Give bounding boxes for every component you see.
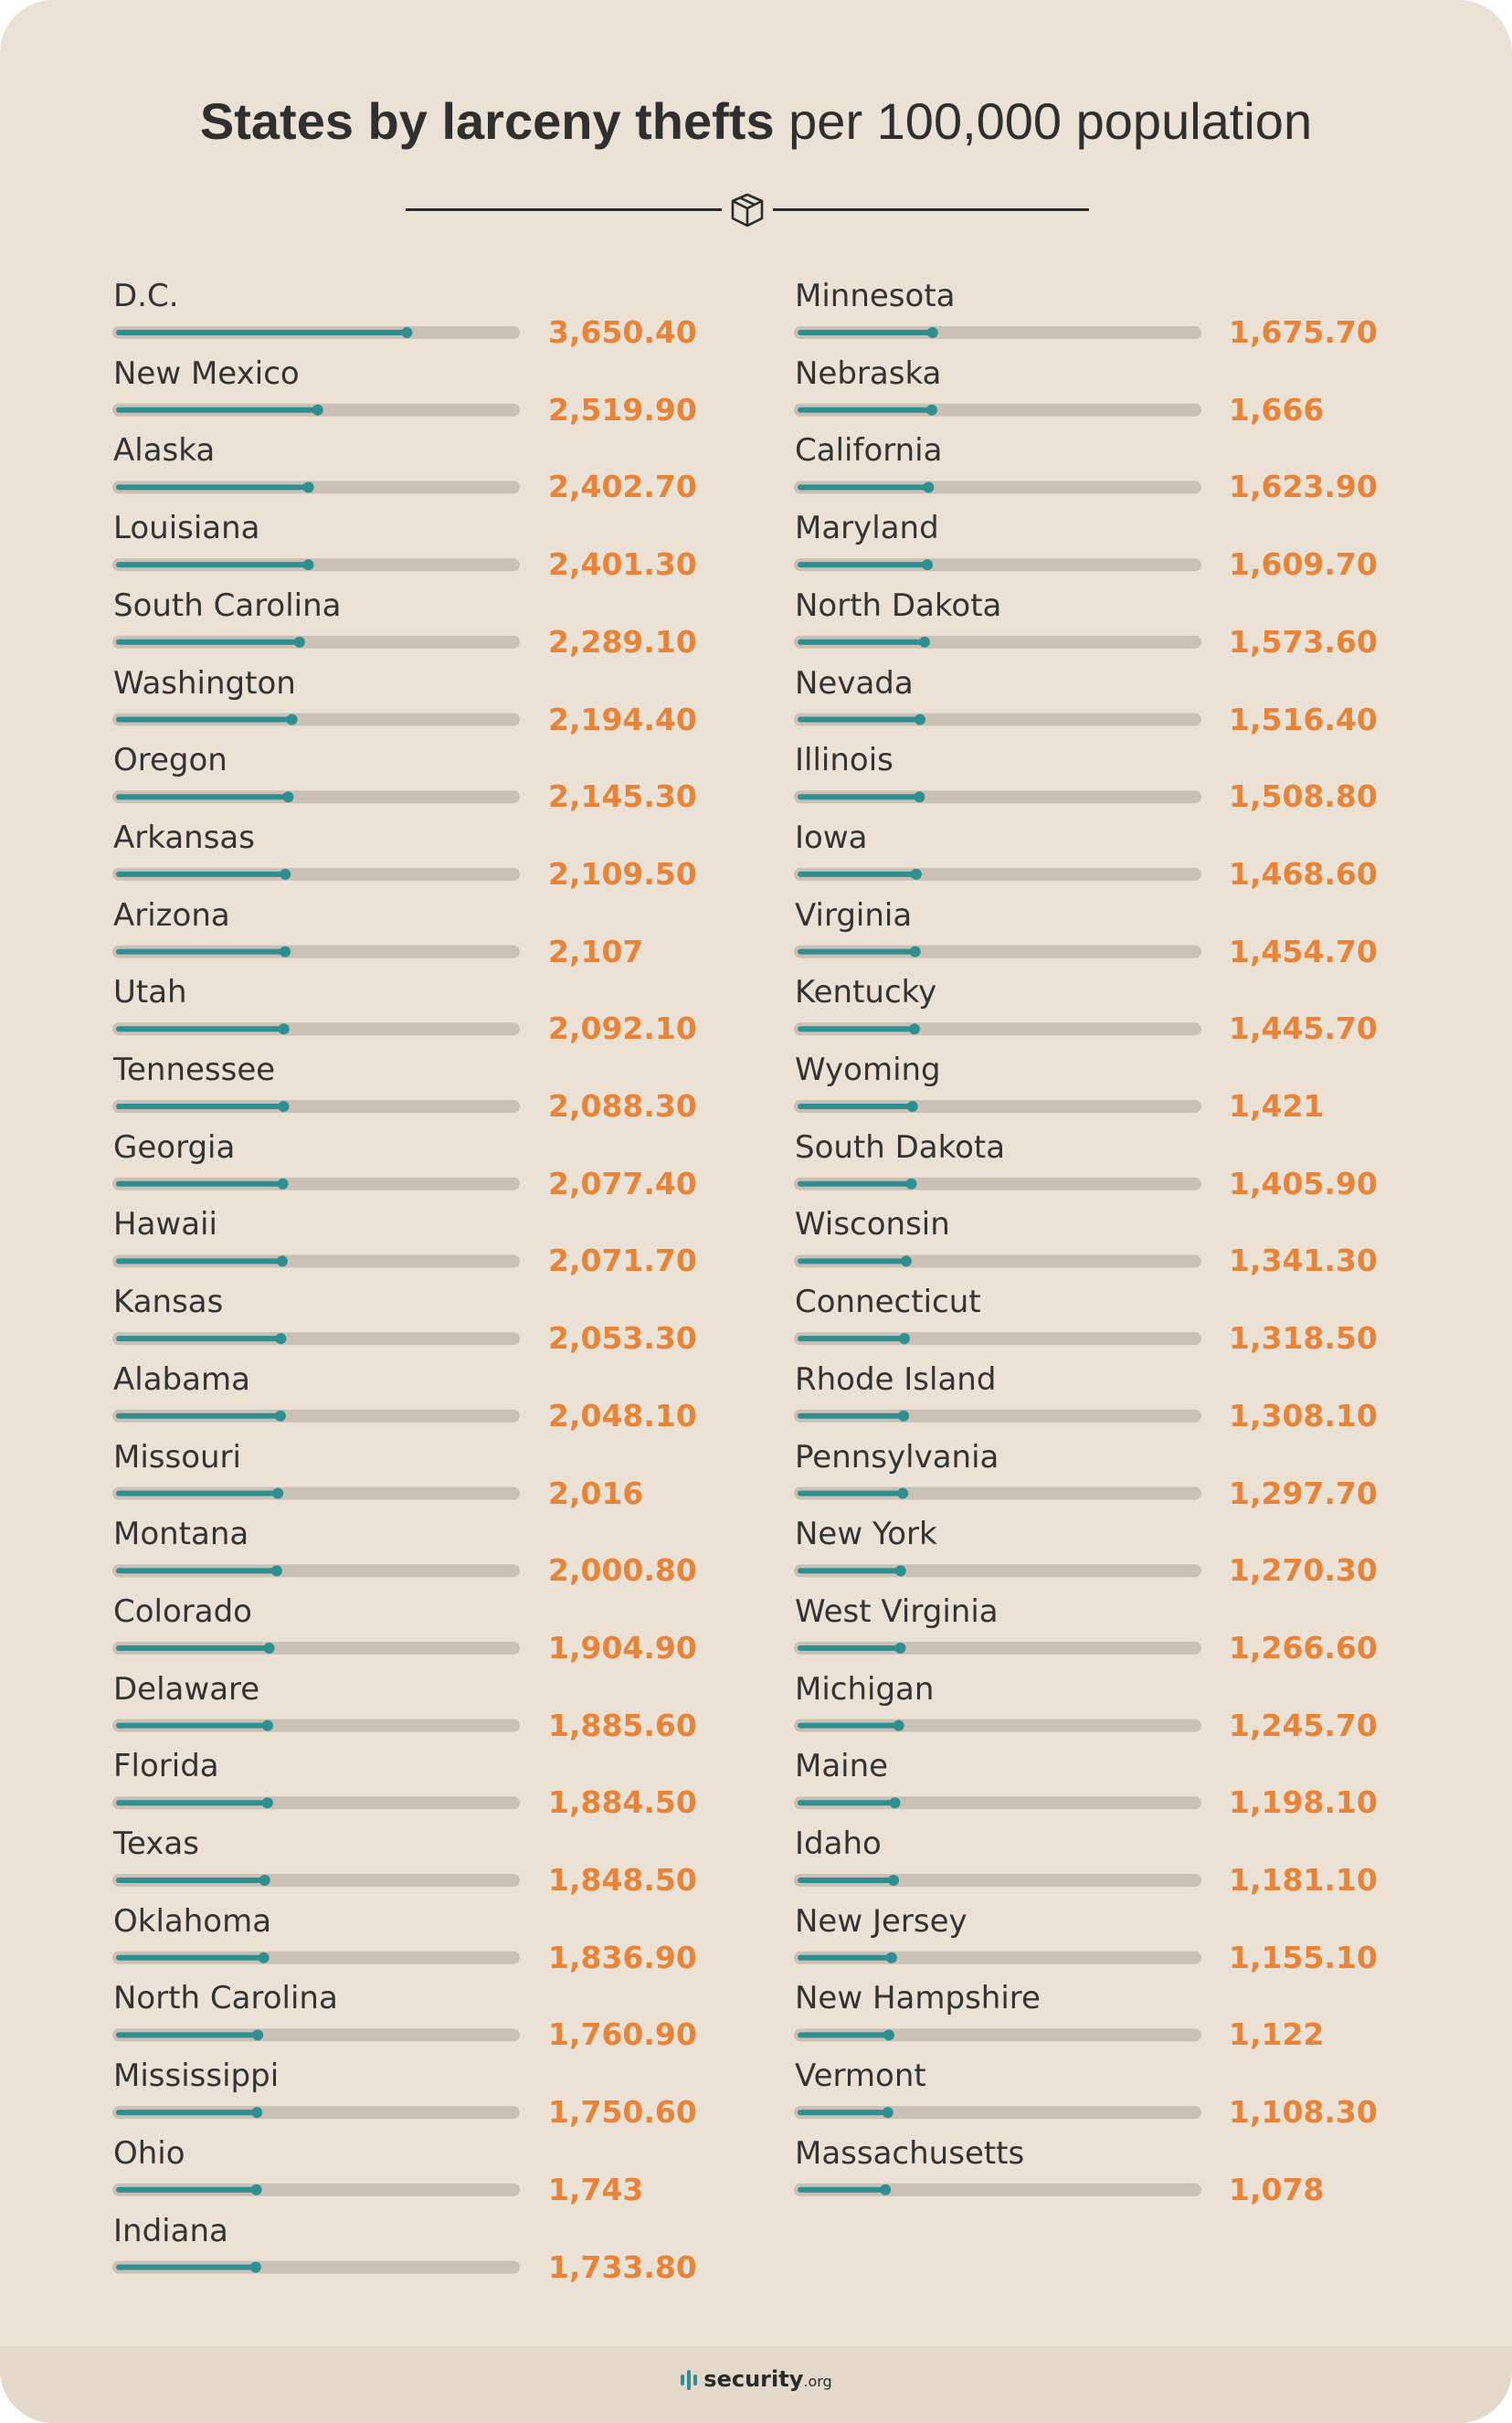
bar-end-dot <box>262 1797 273 1808</box>
value-label: 2,194.40 <box>548 701 697 737</box>
value-label: 1,445.70 <box>1229 1010 1378 1047</box>
bar-end-dot <box>264 1643 275 1654</box>
value-label: 1,904.90 <box>548 1629 697 1666</box>
bar-end-dot <box>922 559 933 570</box>
bar-end-dot <box>271 1565 282 1576</box>
value-label: 1,341.30 <box>1229 1243 1378 1279</box>
bar-end-dot <box>914 791 925 802</box>
bar-end-dot <box>915 714 925 725</box>
value-label: 2,048.10 <box>548 1397 697 1434</box>
state-label: Pennsylvania <box>795 1438 999 1476</box>
state-label: West Virginia <box>795 1592 999 1630</box>
value-label: 1,885.60 <box>548 1707 697 1743</box>
value-label: 2,053.30 <box>548 1320 697 1357</box>
value-label: 1,750.60 <box>548 2094 697 2131</box>
state-label: North Dakota <box>795 587 1002 624</box>
bar-end-dot <box>252 2029 263 2040</box>
state-label: Mississippi <box>113 2058 280 2095</box>
value-label: 1,573.60 <box>1229 623 1378 660</box>
bar-end-dot <box>927 327 938 338</box>
value-label: 1,760.90 <box>548 2016 697 2053</box>
state-label: Utah <box>113 974 187 1011</box>
bar-end-dot <box>911 869 922 880</box>
bar-end-dot <box>272 1488 283 1499</box>
bar-end-dot <box>282 791 293 802</box>
value-label: 2,109.50 <box>548 855 697 892</box>
value-label: 1,181.10 <box>1229 1862 1378 1898</box>
state-label: Oregon <box>113 742 227 779</box>
bar-end-dot <box>886 1952 897 1963</box>
value-label: 2,092.10 <box>548 1010 697 1047</box>
value-label: 1,836.90 <box>548 1939 697 1975</box>
state-label: Indiana <box>113 2212 228 2249</box>
bar-end-dot <box>894 1643 905 1654</box>
bar-end-dot <box>262 1720 273 1731</box>
security-logo-icon <box>680 2369 700 2391</box>
value-label: 1,266.60 <box>1229 1629 1378 1666</box>
bar-end-dot <box>901 1255 912 1266</box>
value-label: 2,145.30 <box>548 778 697 815</box>
state-label: Kansas <box>113 1284 224 1321</box>
bar-end-dot <box>895 1565 906 1576</box>
bar-end-dot <box>294 637 305 648</box>
state-label: Nevada <box>795 664 914 702</box>
value-label: 1,198.10 <box>1229 1784 1378 1821</box>
state-label: Nebraska <box>795 354 942 392</box>
value-label: 2,000.80 <box>548 1552 697 1589</box>
footer-tld: .org <box>803 2373 832 2390</box>
state-label: New Mexico <box>113 354 300 392</box>
state-label: Arkansas <box>113 819 255 856</box>
bar-end-dot <box>907 1101 918 1112</box>
value-label: 1,078 <box>1229 2171 1325 2207</box>
value-label: 1,122 <box>1229 2016 1325 2053</box>
bar-end-dot <box>926 405 937 416</box>
state-label: Alaska <box>113 432 216 470</box>
value-label: 1,297.70 <box>1229 1475 1378 1511</box>
value-label: 1,155.10 <box>1229 1939 1378 1975</box>
value-label: 2,401.30 <box>548 546 697 583</box>
value-label: 1,743 <box>548 2171 644 2207</box>
bar-end-dot <box>302 559 313 570</box>
bar-end-dot <box>280 869 291 880</box>
bar-end-dot <box>898 1411 909 1422</box>
bar-end-dot <box>279 1023 290 1034</box>
bar-end-dot <box>897 1488 908 1499</box>
state-label: Illinois <box>795 742 893 779</box>
bar-end-dot <box>259 1875 270 1886</box>
value-label: 2,077.40 <box>548 1165 697 1201</box>
bar-end-dot <box>287 714 298 725</box>
state-label: Rhode Island <box>795 1360 997 1398</box>
bar-end-dot <box>259 1952 270 1963</box>
value-label: 1,421 <box>1229 1088 1325 1124</box>
value-label: 2,402.70 <box>548 469 697 505</box>
bar-end-dot <box>909 1023 920 1034</box>
state-label: New York <box>795 1516 937 1553</box>
state-label: New Hampshire <box>795 1980 1041 2017</box>
state-label: Washington <box>113 664 296 702</box>
state-label: Kentucky <box>795 974 937 1011</box>
value-label: 1,516.40 <box>1229 701 1378 737</box>
value-label: 2,071.70 <box>548 1243 697 1279</box>
value-label: 1,609.70 <box>1229 546 1378 583</box>
bar-end-dot <box>890 1797 901 1808</box>
state-label: Iowa <box>795 819 868 856</box>
value-label: 1,623.90 <box>1229 469 1378 505</box>
state-label: Minnesota <box>795 278 956 314</box>
state-label: Florida <box>113 1748 219 1785</box>
bar-end-dot <box>919 637 930 648</box>
bar-end-dot <box>899 1333 910 1344</box>
state-label: Virginia <box>795 896 913 934</box>
state-label: Georgia <box>113 1128 236 1166</box>
bar-end-dot <box>277 1255 288 1266</box>
state-label: D.C. <box>113 278 179 314</box>
bar-end-dot <box>880 2185 891 2196</box>
state-label: Oklahoma <box>113 1902 272 1940</box>
value-label: 2,289.10 <box>548 623 697 660</box>
bar-end-dot <box>883 2029 894 2040</box>
bar-end-dot <box>278 1101 289 1112</box>
state-label: Maine <box>795 1748 889 1785</box>
state-label: Alabama <box>113 1360 250 1398</box>
value-label: 1,884.50 <box>548 1784 697 1821</box>
value-label: 2,016 <box>548 1475 644 1511</box>
state-label: Wisconsin <box>795 1206 950 1243</box>
state-label: Wyoming <box>795 1052 941 1088</box>
value-label: 2,107 <box>548 933 644 969</box>
state-label: California <box>795 432 943 470</box>
bar-end-dot <box>883 2107 893 2118</box>
chart-title-bold: States by larceny thefts <box>199 92 775 150</box>
state-label: Maryland <box>795 510 939 547</box>
state-label: South Carolina <box>113 587 342 624</box>
state-label: Arizona <box>113 896 230 934</box>
state-label: Colorado <box>113 1592 252 1630</box>
state-label: Massachusetts <box>795 2134 1025 2172</box>
value-label: 1,308.10 <box>1229 1397 1378 1434</box>
state-label: Tennessee <box>113 1052 276 1088</box>
value-label: 2,519.90 <box>548 391 697 428</box>
security-org-logo <box>0 2366 1512 2392</box>
bar-end-dot <box>275 1333 286 1344</box>
bar-end-dot <box>280 947 291 958</box>
state-label: North Carolina <box>113 1980 338 2017</box>
state-label: Vermont <box>795 2058 926 2095</box>
state-label: Montana <box>113 1516 249 1553</box>
state-label: Texas <box>113 1825 199 1862</box>
state-label: New Jersey <box>795 1902 967 1940</box>
state-label: South Dakota <box>795 1128 1006 1166</box>
value-label: 1,405.90 <box>1229 1165 1378 1201</box>
value-label: 1,508.80 <box>1229 778 1378 815</box>
value-label: 1,318.50 <box>1229 1320 1378 1357</box>
state-label: Delaware <box>113 1670 260 1708</box>
bar-end-dot <box>277 1179 288 1190</box>
footer-brand: security <box>703 2366 804 2392</box>
value-label: 1,733.80 <box>548 2248 697 2285</box>
value-label: 1,245.70 <box>1229 1707 1378 1743</box>
state-label: Hawaii <box>113 1206 217 1243</box>
bar-end-dot <box>251 2107 262 2118</box>
bar-end-dot <box>910 947 921 958</box>
bar-end-dot <box>303 481 314 492</box>
bar-end-dot <box>251 2185 262 2196</box>
footer <box>0 2346 1512 2423</box>
state-label: Louisiana <box>113 510 260 547</box>
state-label: Missouri <box>113 1438 241 1476</box>
value-label: 3,650.40 <box>548 314 697 350</box>
state-label: Idaho <box>795 1825 882 1862</box>
value-label: 1,454.70 <box>1229 933 1378 969</box>
value-label: 1,468.60 <box>1229 855 1378 892</box>
bar-end-dot <box>312 405 323 416</box>
bar-end-dot <box>888 1875 899 1886</box>
state-label: Connecticut <box>795 1284 981 1321</box>
value-label: 1,108.30 <box>1229 2094 1378 2131</box>
bar-end-dot <box>905 1179 916 1190</box>
bar-end-dot <box>893 1720 904 1731</box>
state-label: Michigan <box>795 1670 935 1708</box>
value-label: 1,270.30 <box>1229 1552 1378 1589</box>
value-label: 1,666 <box>1229 391 1325 428</box>
state-label: Ohio <box>113 2134 185 2172</box>
value-label: 1,675.70 <box>1229 314 1378 350</box>
bar-end-dot <box>250 2262 261 2273</box>
value-label: 1,848.50 <box>548 1862 697 1898</box>
value-label: 2,088.30 <box>548 1088 697 1124</box>
bar-end-dot <box>275 1411 286 1422</box>
chart-title-light: per 100,000 population <box>788 92 1313 150</box>
bar-end-dot <box>401 327 412 338</box>
bar-end-dot <box>923 481 934 492</box>
